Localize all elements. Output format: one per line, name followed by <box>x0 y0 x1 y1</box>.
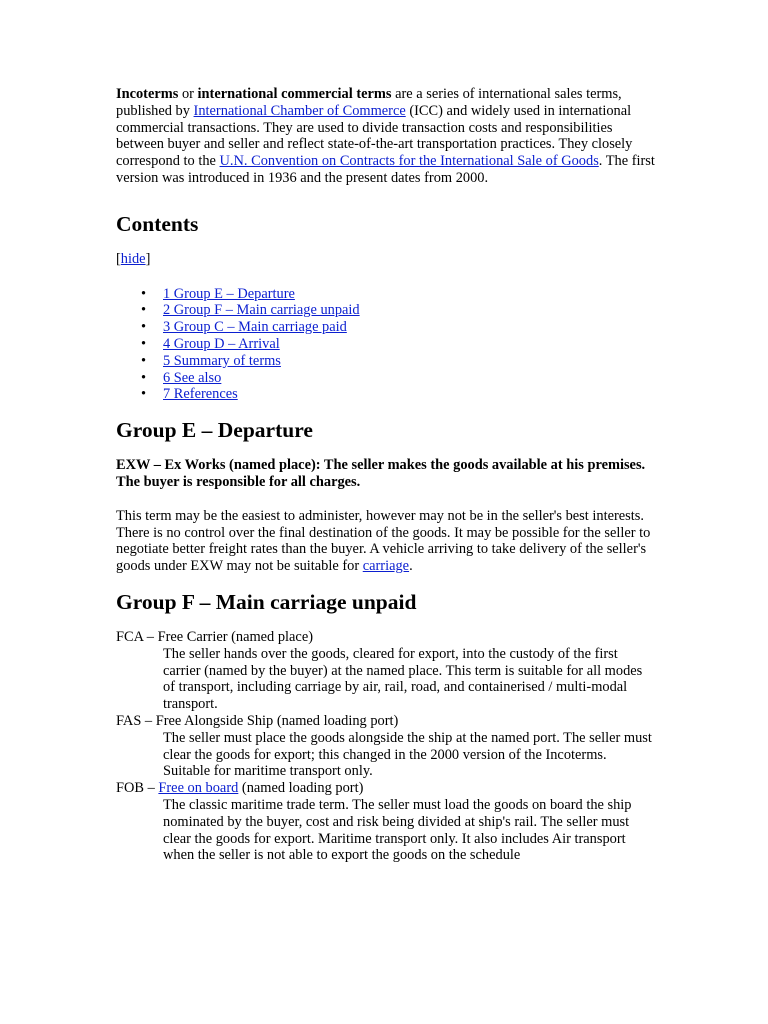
fca-description: The seller hands over the goods, cleared for export, into the custody of the first carrier (named by the buyer) at the named place. This term is suitable for all modes of transport, including carriage by air, rail, road, and containerised / multi-modal transport. <box>163 645 643 713</box>
toc-link-group-f[interactable]: 2 Group F – Main carriage unpaid <box>163 302 360 319</box>
toc-item <box>116 386 656 403</box>
exw-heading: EXW – Ex Works (named place): The seller makes the goods available at his premises. The buyer is responsible for all charges. <box>116 457 646 490</box>
intro-or: or <box>178 86 198 102</box>
toggle-bracket-open: [ <box>116 250 121 267</box>
fca-term: FCA – Free Carrier (named place) <box>116 628 313 645</box>
toc-item <box>116 353 656 370</box>
intro-text-1: are a series of international sales terms, published by <box>116 86 622 119</box>
icc-link[interactable]: International Chamber of Commerce <box>193 102 406 119</box>
fas-description: The seller must place the goods alongside the ship at the named port. The seller must clear the goods for export; this changed in the 2000 version of the Incoterms. Suitable for maritime transport only. <box>163 729 652 780</box>
bullet-icon: • <box>141 386 147 403</box>
exw-text: This term may be the easiest to administer, however may not be in the seller's best interests. There is no control over the final destination of the goods. It may be possible for the seller to negotiate better freight rates than the buyer. A vehicle arriving to take delivery of the seller's goods under EXW may not be suitable for <box>116 507 651 575</box>
intro-paragraph <box>116 86 656 187</box>
bullet-icon: • <box>141 285 147 302</box>
free-on-board-link[interactable]: Free on board <box>158 780 239 797</box>
term-incoterms: Incoterms <box>116 86 179 102</box>
hide-toc-link[interactable]: hide <box>120 250 146 267</box>
article-body <box>116 86 656 864</box>
fob-term <box>116 780 656 797</box>
intro-text-2: (ICC) and widely used in international commercial transactions. They are used to divide transaction costs and responsibilities between buyer and seller and reflect state-of-the-art transportation practices. They closely correspond to the <box>116 102 633 170</box>
un-convention-link[interactable]: U.N. Convention on Contracts for the International Sale of Goods <box>219 153 599 170</box>
toc-item <box>116 302 656 319</box>
toc-toggle <box>116 251 656 268</box>
intro-text-3: . The first version was introduced in 1936 and the present dates from 2000. <box>116 153 655 186</box>
toggle-bracket-close: ] <box>145 250 151 267</box>
exw-paragraph <box>116 508 656 575</box>
group-f-terms <box>116 629 656 864</box>
group-f-heading: Group F – Main carriage unpaid <box>116 589 417 614</box>
fas-term: FAS – Free Alongside Ship (named loading port) <box>116 712 399 729</box>
bullet-icon: • <box>141 335 147 352</box>
toc-item <box>116 370 656 387</box>
fob-suffix: (named loading port) <box>238 780 364 797</box>
toc-link-references[interactable]: 7 References <box>163 386 238 403</box>
bullet-icon: • <box>141 352 147 369</box>
toc-item <box>116 319 656 336</box>
toc-link-see-also[interactable]: 6 See also <box>163 369 222 386</box>
contents-heading: Contents <box>116 211 199 236</box>
fob-description: The classic maritime trade term. The seller must load the goods on board the ship nominated by the buyer, cost and risk being divided at ship's rail. The seller must clear the goods for export. Maritime transport only. It also includes Air transport when the seller is not able to export the goods on the schedule <box>163 796 632 864</box>
table-of-contents <box>116 286 656 404</box>
group-e-heading: Group E – Departure <box>116 418 313 443</box>
toc-item <box>116 286 656 303</box>
bullet-icon: • <box>141 319 147 336</box>
toc-item <box>116 336 656 353</box>
bullet-icon: • <box>141 369 147 386</box>
carriage-link[interactable]: carriage <box>362 558 410 575</box>
bullet-icon: • <box>141 302 147 319</box>
toc-link-group-e[interactable]: 1 Group E – Departure <box>163 285 295 302</box>
exw-end: . <box>409 558 413 575</box>
toc-link-group-c[interactable]: 3 Group C – Main carriage paid <box>163 319 347 336</box>
term-international-commercial-terms: international commercial terms <box>197 86 392 102</box>
toc-link-summary[interactable]: 5 Summary of terms <box>163 352 281 369</box>
fob-prefix: FOB – <box>116 780 159 797</box>
toc-link-group-d[interactable]: 4 Group D – Arrival <box>163 335 280 352</box>
